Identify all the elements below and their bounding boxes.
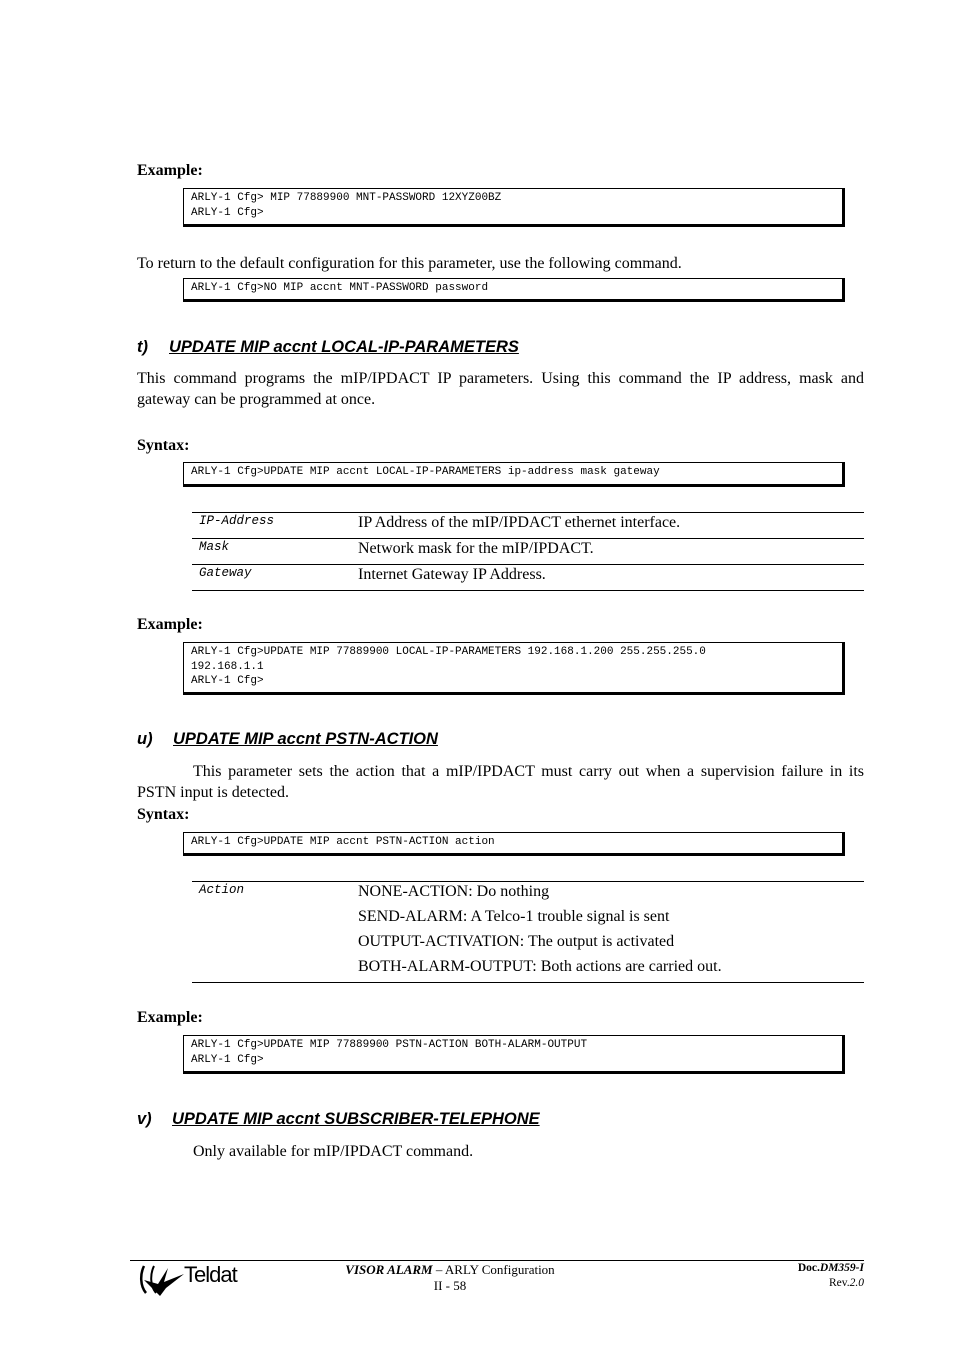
section-u-heading <box>137 730 438 749</box>
example-code-block: ARLY-1 Cfg>UPDATE MIP 77889900 LOCAL-IP-PARAMETERS 192.168.1.200 255.255.255.0 192.168.1.1 ARLY-1 Cfg> <box>183 642 845 695</box>
syntax-code-block: ARLY-1 Cfg>UPDATE MIP accnt LOCAL-IP-PARAMETERS ip-address mask gateway <box>183 462 845 487</box>
section-v-description: Only available for mIP/IPDACT command. <box>193 1143 474 1160</box>
syntax-label: Syntax: <box>137 806 190 823</box>
example-code-block: ARLY-1 Cfg>UPDATE MIP 77889900 PSTN-ACTION BOTH-ALARM-OUTPUT ARLY-1 Cfg> <box>183 1035 845 1074</box>
param-name: Gateway <box>199 566 252 580</box>
table-row <box>192 538 864 564</box>
footer-rev-line <box>798 1276 864 1291</box>
param-description: Internet Gateway IP Address. <box>358 566 546 583</box>
syntax-code-block: ARLY-1 Cfg>UPDATE MIP accnt PSTN-ACTION action <box>183 832 845 856</box>
action-option: SEND-ALARM: A Telco-1 trouble signal is sent <box>358 908 670 925</box>
parameters-table <box>192 512 864 591</box>
section-u-title: UPDATE MIP accnt PSTN-ACTION <box>173 730 438 748</box>
section-t-heading <box>137 338 519 357</box>
section-t-letter: t) <box>137 338 148 356</box>
logo-text: Teldat <box>184 1262 237 1287</box>
footer-doc-subtitle: – ARLY Configuration <box>432 1262 555 1277</box>
footer-divider <box>130 1260 864 1261</box>
teldat-logo <box>138 1260 238 1298</box>
action-option: BOTH-ALARM-OUTPUT: Both actions are carried out. <box>358 958 722 975</box>
param-name: Action <box>199 883 245 897</box>
teldat-bird-icon <box>138 1260 186 1298</box>
section-t-title: UPDATE MIP accnt LOCAL-IP-PARAMETERS <box>169 338 519 356</box>
example-label: Example: <box>137 616 203 633</box>
param-description: Network mask for the mIP/IPDACT. <box>358 540 594 557</box>
action-parameter-table <box>192 881 864 983</box>
param-name: IP-Address <box>199 514 275 528</box>
section-v-title: UPDATE MIP accnt SUBSCRIBER-TELEPHONE <box>172 1110 540 1128</box>
footer-page-number: II - 58 <box>433 1278 467 1293</box>
param-description: IP Address of the mIP/IPDACT ethernet interface. <box>358 514 681 531</box>
default-config-text: To return to the default configuration for this parameter, use the following command. <box>137 255 682 272</box>
footer-rev-prefix: Rev. <box>828 1277 850 1289</box>
section-t-description: This command programs the mIP/IPDACT IP parameters. Using this command the IP address, mask and gateway can be programmed at once. <box>137 370 864 408</box>
footer-center <box>330 1262 570 1294</box>
footer-product: VISOR ALARM <box>345 1262 433 1277</box>
action-option: OUTPUT-ACTIVATION: The output is activated <box>358 933 675 950</box>
footer-doc-title <box>330 1262 570 1278</box>
syntax-label: Syntax: <box>137 437 190 454</box>
table-row <box>192 564 864 591</box>
footer-doc-id: DM359-I <box>819 1262 864 1274</box>
footer-doc-prefix: Doc. <box>797 1262 820 1274</box>
table-row <box>192 512 864 538</box>
example-label: Example: <box>137 162 203 179</box>
section-u-letter: u) <box>137 730 153 748</box>
section-v-letter: v) <box>137 1110 152 1128</box>
example-code-block: ARLY-1 Cfg> MIP 77889900 MNT-PASSWORD 12XYZ00BZ ARLY-1 Cfg> <box>183 188 845 227</box>
example-label: Example: <box>137 1009 203 1026</box>
action-option: NONE-ACTION: Do nothing <box>358 883 550 900</box>
footer-right <box>798 1261 864 1291</box>
param-name: Mask <box>199 540 230 554</box>
default-code-block: ARLY-1 Cfg>NO MIP accnt MNT-PASSWORD password <box>183 278 845 302</box>
footer-doc-id-line <box>798 1261 864 1276</box>
footer-rev-value: 2.0 <box>849 1277 864 1289</box>
section-u-description: This parameter sets the action that a mIP/IPDACT must carry out when a supervision failure in its PSTN input is detected. <box>137 763 864 801</box>
section-v-heading <box>137 1110 540 1129</box>
